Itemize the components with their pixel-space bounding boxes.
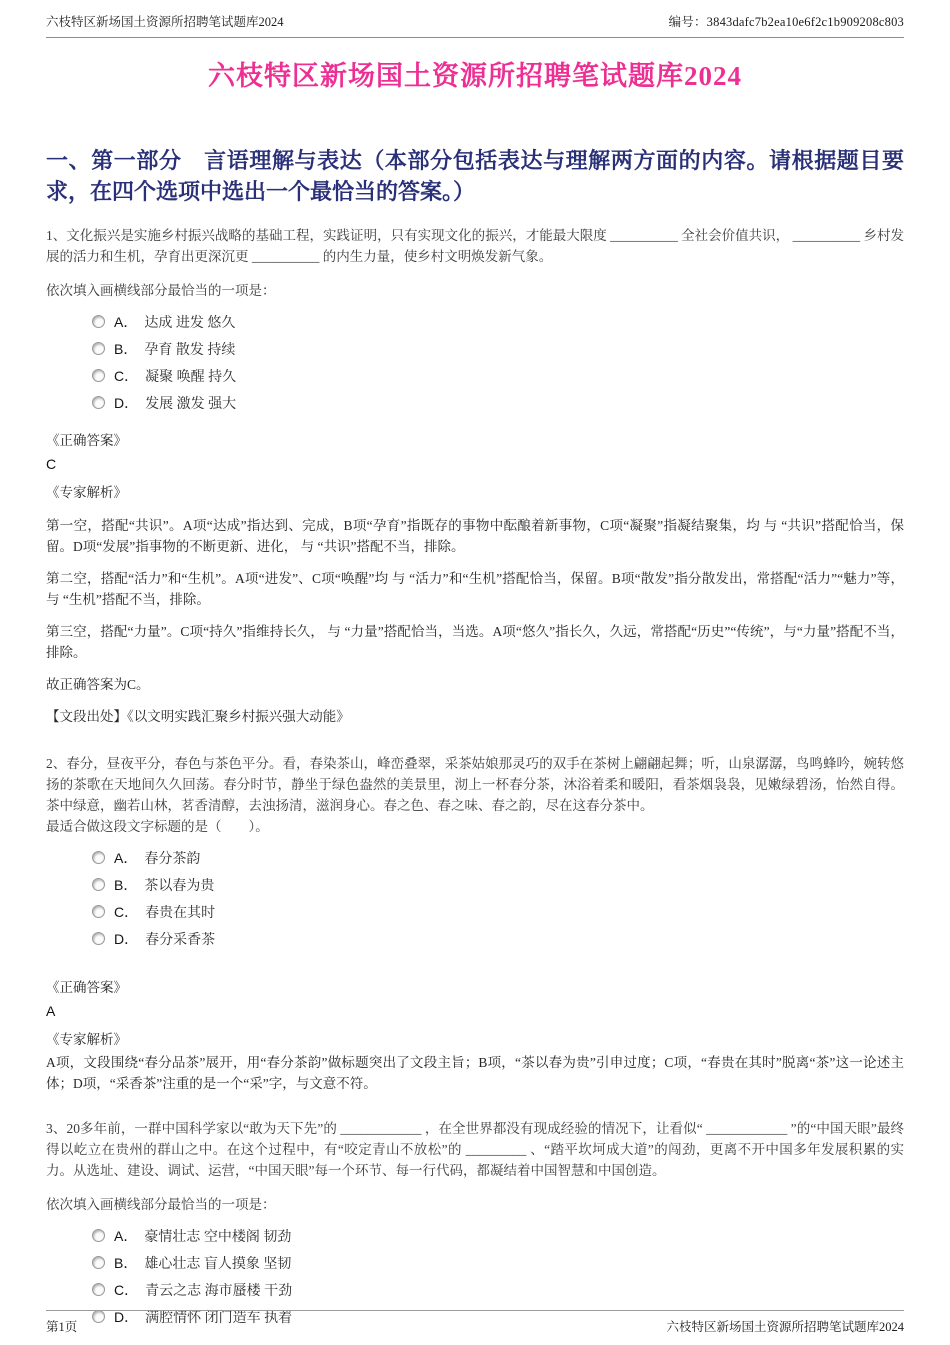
radio-button[interactable] xyxy=(92,396,105,409)
analysis-section xyxy=(46,1052,904,1094)
option-text: 春贵在其时 xyxy=(145,905,216,921)
option-row-c[interactable] xyxy=(92,1276,904,1303)
option-row-d[interactable] xyxy=(92,925,904,952)
analysis-section xyxy=(46,515,904,727)
option-text: 发展 激发 强大 xyxy=(145,396,237,412)
correct-answer-label: 《正确答案》 xyxy=(46,980,127,995)
option-row-b[interactable] xyxy=(92,335,904,362)
options-list xyxy=(92,844,904,952)
header-doc-title: 六枝特区新场国土资源所招聘笔试题库2024 xyxy=(46,15,284,29)
question-stem: 3、20多年前，一群中国科学家以“敢为天下先”的 ____________ ，在全世界都没有现成经验的情况下，让看似“ ____________ ”的“中国天眼”最终得以屹立在贵州的群山之中。在这个过程中，有“咬定青山不放松”的 _________ 、“踏平坎坷成大道”的闯劲，更离不开中国多年发展积累的实力。从选址、建设、调试、运营，“中国天眼”每一个环节、每一行代码，都凝结着中国智慧和中国创造。 xyxy=(46,1121,904,1178)
correct-answer-value: C xyxy=(46,456,57,472)
radio-button[interactable] xyxy=(92,1256,105,1269)
question-block-3 xyxy=(46,1118,904,1330)
option-letter: C． xyxy=(114,1281,139,1298)
question-block-2 xyxy=(46,753,904,1094)
option-letter: A． xyxy=(114,849,138,866)
option-row-c[interactable] xyxy=(92,898,904,925)
options-list xyxy=(92,308,904,416)
option-text: 达成 进发 悠久 xyxy=(144,315,236,331)
question-prompt: 最适合做这段文字标题的是（ ）。 xyxy=(46,819,269,834)
option-row-c[interactable] xyxy=(92,362,904,389)
expert-analysis-label: 《专家解析》 xyxy=(46,1032,127,1047)
radio-button[interactable] xyxy=(92,1283,105,1296)
question-stem: 1、文化振兴是实施乡村振兴战略的基础工程，实践证明，只有实现文化的振兴，才能最大限度 __________ 全社会价值共识， __________ 乡村发展的活力和生机，孕育出更深沉更 __________ 的内生力量，使乡村文明焕发新气象。 xyxy=(46,228,904,264)
option-row-b[interactable] xyxy=(92,871,904,898)
option-row-a[interactable] xyxy=(92,1222,904,1249)
analysis-paragraph: 第一空，搭配“共识”。A项“达成”指达到、完成，B项“孕育”指既存的事物中酝酿着新事物，C项“凝聚”指凝结聚集，均 与 “共识”搭配恰当，保留。D项“发展”指事物的不断更新、进化， 与 “共识”搭配不当，排除。 xyxy=(46,518,904,554)
radio-button[interactable] xyxy=(92,315,105,328)
section-heading: 一、第一部分 言语理解与表达（本部分包括表达与理解两方面的内容。请根据题目要求，在四个选项中选出一个最恰当的答案。） xyxy=(46,148,904,204)
option-text: 雄心壮志 盲人摸象 坚韧 xyxy=(144,1256,292,1272)
analysis-paragraph: 故正确答案为C。 xyxy=(46,677,150,692)
page-title: 六枝特区新场国土资源所招聘笔试题库2024 xyxy=(208,61,742,91)
header-document-code: 编号：3843dafc7b2ea10e6f2c1b909208c803 xyxy=(668,15,904,29)
option-letter: C． xyxy=(114,903,139,920)
question-prompt: 依次填入画横线部分最恰当的一项是： xyxy=(46,1197,276,1212)
option-letter: B． xyxy=(114,340,138,357)
option-letter: D． xyxy=(114,930,139,947)
option-letter: D． xyxy=(114,1308,139,1325)
option-row-d[interactable] xyxy=(92,389,904,416)
radio-button[interactable] xyxy=(92,1229,105,1242)
analysis-paragraph: 【文段出处】《以文明实践汇聚乡村振兴强大动能》 xyxy=(46,709,350,724)
option-row-a[interactable] xyxy=(92,308,904,335)
option-letter: A． xyxy=(114,1227,138,1244)
option-text: 满腔情怀 闭门造车 执着 xyxy=(145,1310,293,1326)
option-letter: A． xyxy=(114,313,138,330)
radio-button[interactable] xyxy=(92,369,105,382)
correct-answer-label: 《正确答案》 xyxy=(46,433,127,448)
option-text: 春分茶韵 xyxy=(144,851,201,867)
analysis-paragraph: 第三空，搭配“力量”。C项“持久”指维持长久， 与 “力量”搭配恰当，当选。A项“悠久”指长久，久远，常搭配“历史”“传统”，与“力量”搭配不当，排除。 xyxy=(46,624,904,660)
option-letter: B． xyxy=(114,1254,138,1271)
option-text: 豪情壮志 空中楼阁 韧劲 xyxy=(144,1229,292,1245)
footer-page-number: 第1页 xyxy=(46,1320,78,1334)
option-text: 青云之志 海市蜃楼 干劲 xyxy=(145,1283,293,1299)
question-stem: 2、春分，昼夜平分，春色与茶色平分。看，春染茶山，峰峦叠翠，采茶姑娘那灵巧的双手在茶树上翩翩起舞；听，山泉潺潺，鸟鸣蜂吟，婉转悠扬的茶歌在天地间久久回荡。春分时节，静坐于绿色盎然的美景里，沏上一杯春分茶，沐浴着柔和暖阳，看茶烟袅袅，见嫩绿碧汤，怡然自得。茶中绿意，幽若山林，茗香清醇，去浊扬清，滋润身心。春之色、春之味、春之韵，尽在这春分茶中。 xyxy=(46,756,904,813)
radio-button[interactable] xyxy=(92,342,105,355)
radio-button[interactable] xyxy=(92,932,105,945)
page-header xyxy=(46,12,904,38)
correct-answer-value: A xyxy=(46,1003,56,1019)
option-row-b[interactable] xyxy=(92,1249,904,1276)
footer-doc-title: 六枝特区新场国土资源所招聘笔试题库2024 xyxy=(666,1320,904,1334)
expert-analysis-label: 《专家解析》 xyxy=(46,485,127,500)
page-footer xyxy=(46,1310,904,1335)
radio-button[interactable] xyxy=(92,878,105,891)
option-text: 孕育 散发 持续 xyxy=(144,342,236,358)
option-text: 茶以春为贵 xyxy=(144,878,215,894)
analysis-paragraph: A项，文段围绕“春分品茶”展开，用“春分茶韵”做标题突出了文段主旨；B项，“茶以春为贵”引申过度；C项，“春贵在其时”脱离“茶”这一论述主体；D项，“采香茶”注重的是一个“采”字，与文意不符。 xyxy=(46,1055,904,1091)
option-letter: B． xyxy=(114,876,138,893)
analysis-paragraph: 第二空，搭配“活力”和“生机”。A项“进发”、C项“唤醒”均 与 “活力”和“生机”搭配恰当，保留。B项“散发”指分散发出，常搭配“活力”“魅力”等， 与 “生机”搭配不当，排除。 xyxy=(46,571,904,607)
option-text: 凝聚 唤醒 持久 xyxy=(145,369,237,385)
option-letter: C． xyxy=(114,367,139,384)
option-text: 春分采香茶 xyxy=(145,932,216,948)
question-prompt: 依次填入画横线部分最恰当的一项是： xyxy=(46,283,276,298)
question-block-1 xyxy=(46,225,904,727)
radio-button[interactable] xyxy=(92,905,105,918)
option-letter: D． xyxy=(114,394,139,411)
radio-button[interactable] xyxy=(92,851,105,864)
option-row-a[interactable] xyxy=(92,844,904,871)
